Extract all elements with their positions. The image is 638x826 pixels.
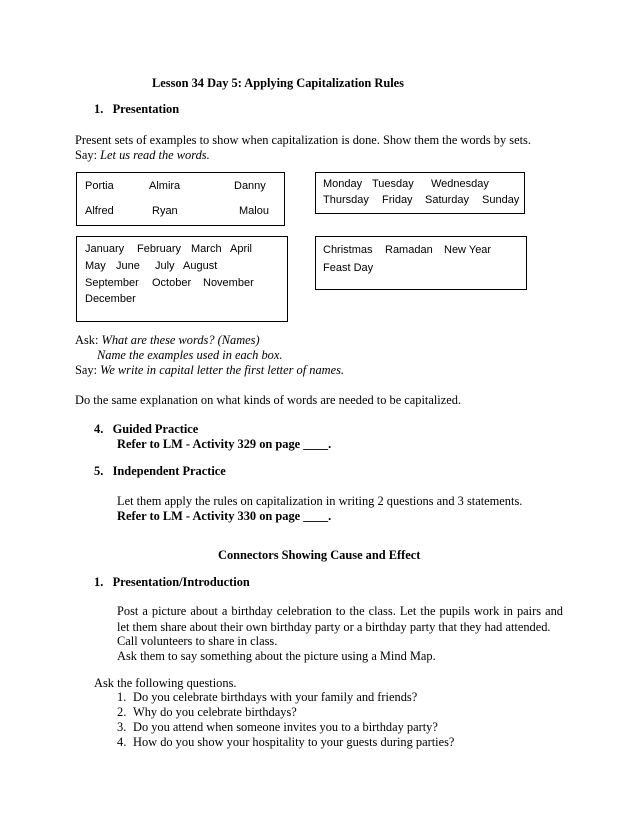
word: Wednesday bbox=[431, 178, 489, 190]
ask-mind-map: Ask them to say something about the picture using a Mind Map. bbox=[117, 649, 436, 663]
question-number: 2. bbox=[117, 705, 127, 719]
word: June bbox=[116, 260, 140, 272]
question-text: Why do you celebrate birthdays? bbox=[133, 705, 297, 719]
connectors-title: Connectors Showing Cause and Effect bbox=[218, 548, 421, 562]
say-line bbox=[75, 148, 210, 163]
word: Alfred bbox=[85, 205, 114, 217]
independent-text: Let them apply the rules on capitalization in writing 2 questions and 3 statements. bbox=[117, 494, 523, 508]
word: January bbox=[85, 243, 125, 255]
say-label: Say: bbox=[75, 148, 98, 162]
ask-following: Ask the following questions. bbox=[94, 676, 237, 690]
same-explanation: Do the same explanation on what kinds of words are needed to be capitalized. bbox=[75, 393, 462, 407]
question-text: How do you show your hospitality to your guests during parties? bbox=[133, 735, 455, 749]
box-names bbox=[76, 172, 285, 226]
word: Danny bbox=[234, 180, 266, 192]
word: Malou bbox=[239, 205, 269, 217]
question-list bbox=[117, 690, 454, 750]
word: Christmas bbox=[323, 244, 373, 256]
list-item bbox=[117, 720, 454, 735]
word: March bbox=[191, 243, 222, 255]
word: Thursday bbox=[323, 194, 369, 206]
word: July bbox=[155, 260, 175, 272]
word: Ryan bbox=[152, 205, 178, 217]
say-text: Let us read the words. bbox=[100, 148, 210, 162]
box-holidays bbox=[315, 236, 527, 290]
word: Feast Day bbox=[323, 262, 374, 274]
word: November bbox=[203, 277, 254, 289]
word: New Year bbox=[444, 244, 492, 256]
connectors-paragraph: Post a picture about a birthday celebration to the class. Let the pupils work in pairs and let them share about their own birthday party or a birthday party that they had attended. bbox=[117, 604, 563, 634]
ask-label: Ask: bbox=[75, 333, 99, 347]
intro-line: Present sets of examples to show when capitalization is done. Show them the words by sets. bbox=[75, 133, 531, 147]
list-item bbox=[117, 705, 454, 720]
word: August bbox=[183, 260, 218, 272]
word: May bbox=[85, 260, 106, 272]
guided-ref: Refer to LM - Activity 329 on page ____. bbox=[117, 437, 332, 451]
word: Sunday bbox=[482, 194, 520, 206]
guided-heading: 4. Guided Practice bbox=[94, 422, 199, 436]
list-item bbox=[117, 735, 454, 750]
word: September bbox=[85, 277, 139, 289]
say-label-2: Say: bbox=[75, 363, 98, 377]
word: Ramadan bbox=[385, 244, 433, 256]
word: December bbox=[85, 293, 136, 305]
word: Monday bbox=[323, 178, 363, 190]
box-days bbox=[315, 172, 525, 214]
word: April bbox=[230, 243, 253, 255]
ask-line bbox=[75, 333, 260, 348]
word: Portia bbox=[85, 180, 114, 192]
independent-heading: 5. Independent Practice bbox=[94, 464, 226, 478]
box-months bbox=[76, 236, 288, 322]
word: Saturday bbox=[425, 194, 470, 206]
question-text: Do you attend when someone invites you to a birthday party? bbox=[133, 720, 438, 734]
lesson-title: Lesson 34 Day 5: Applying Capitalization Rules bbox=[152, 76, 404, 90]
ask-text-2: Name the examples used in each box. bbox=[97, 348, 283, 362]
presentation-heading: 1. Presentation bbox=[94, 102, 180, 116]
word: October bbox=[152, 277, 192, 289]
question-number: 1. bbox=[117, 690, 127, 704]
list-item bbox=[117, 690, 454, 705]
question-number: 4. bbox=[117, 735, 127, 749]
connectors-intro-heading: 1. Presentation/Introduction bbox=[94, 575, 250, 589]
question-number: 3. bbox=[117, 720, 127, 734]
independent-ref: Refer to LM - Activity 330 on page ____. bbox=[117, 509, 332, 523]
say-text-2: We write in capital letter the first letter of names. bbox=[100, 363, 345, 377]
word: February bbox=[137, 243, 182, 255]
call-volunteers: Call volunteers to share in class. bbox=[117, 634, 278, 648]
ask-text: What are these words? (Names) bbox=[101, 333, 260, 347]
word: Almira bbox=[149, 180, 181, 192]
say-line-2 bbox=[75, 363, 344, 378]
word: Friday bbox=[382, 194, 413, 206]
question-text: Do you celebrate birthdays with your family and friends? bbox=[133, 690, 418, 704]
word: Tuesday bbox=[372, 178, 414, 190]
